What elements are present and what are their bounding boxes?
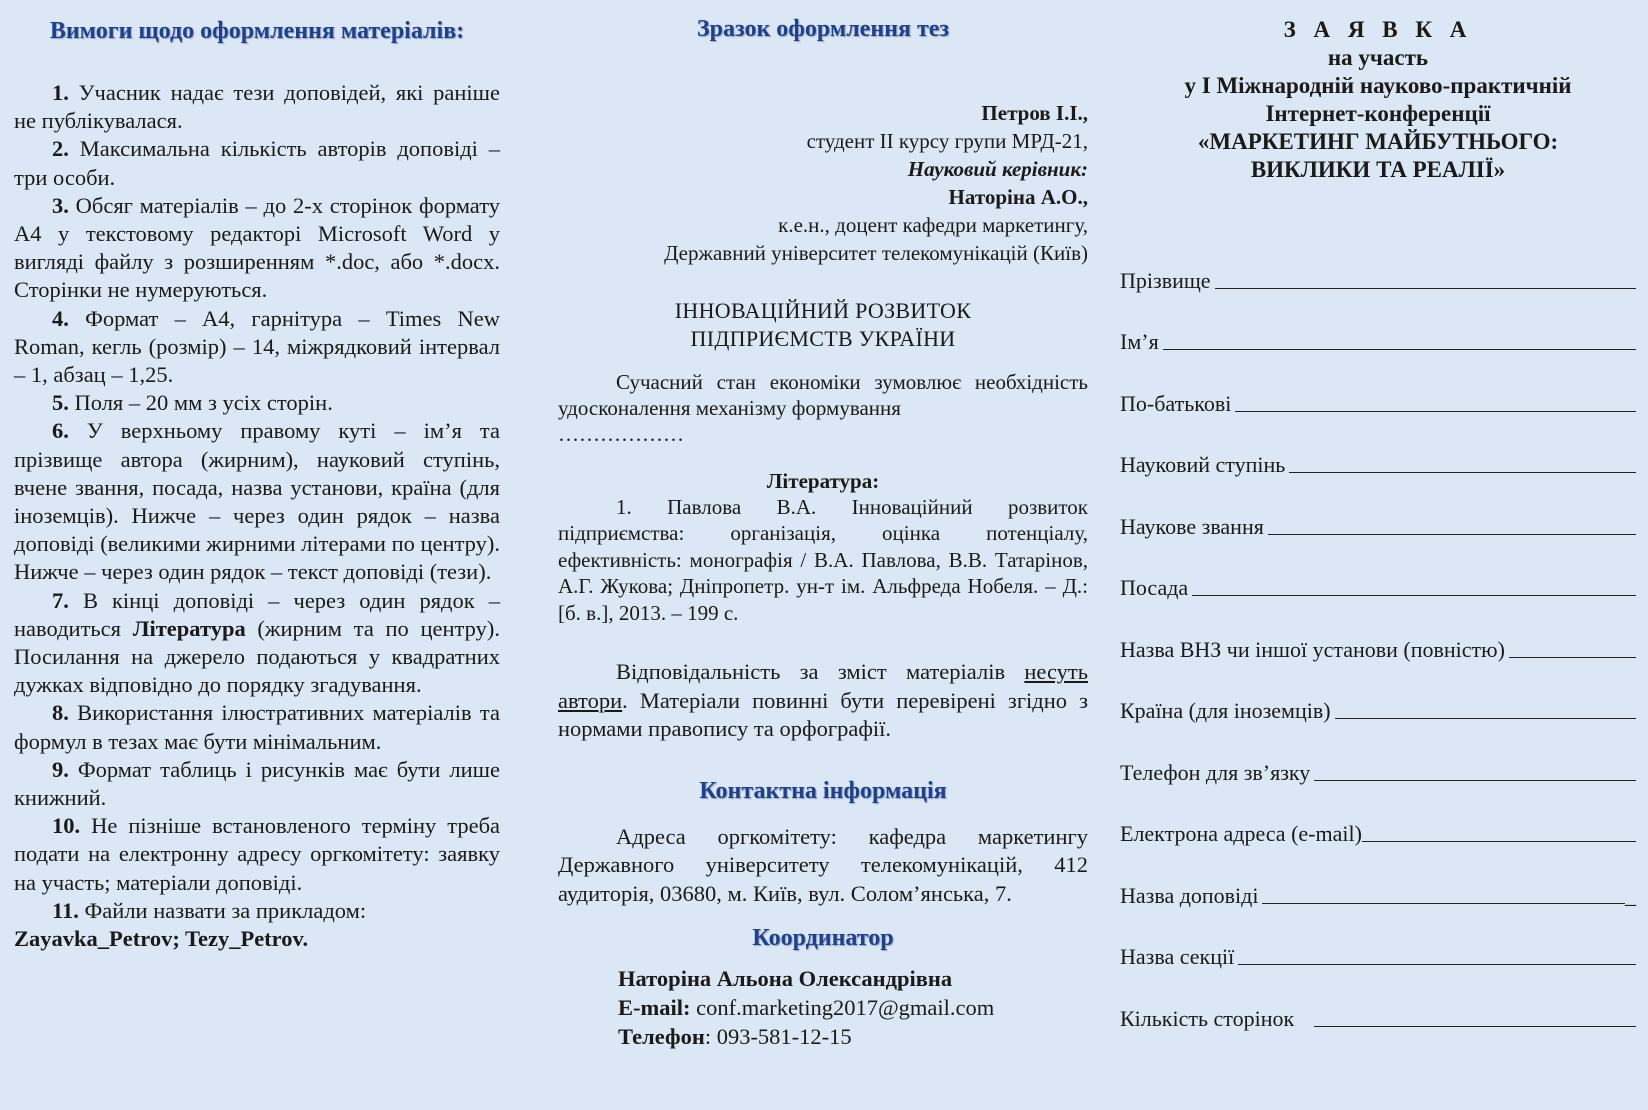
requirements-list — [14, 79, 500, 925]
fill-line[interactable] — [1509, 656, 1636, 658]
literature-title: Література: — [766, 469, 880, 493]
fill-line[interactable] — [1262, 902, 1625, 904]
paper-title: ІННОВАЦІЙНИЙ РОЗВИТОК ПІДПРИЄМСТВ УКРАЇНИ — [674, 298, 972, 351]
requirements-column — [14, 0, 500, 953]
sample-title: Зразок оформлення тез — [696, 16, 950, 42]
fill-line[interactable] — [1314, 1025, 1636, 1027]
application-title: З А Я В К А на участь у І Міжнародній науково-практичній Інтернет-конференції «МАРКЕТИНГ МАЙБУТНЬОГО: ВИКЛИКИ ТА РЕАЛІЇ» — [1184, 17, 1572, 182]
fill-line[interactable] — [1238, 963, 1636, 965]
list-item: 10. Не пізніше встановленого терміну треба подати на електронну адресу оргкомітету: заявку на участь; матеріали доповіді. — [14, 813, 501, 895]
coordinator-title: Координатор — [752, 924, 894, 951]
email-link[interactable]: conf.marketing2017@gmail.com — [690, 994, 995, 1020]
application-column — [1120, 0, 1636, 1036]
form-row-surname: Прізвище — [1120, 236, 1636, 298]
supervisor-label: Науковий керівник: — [907, 157, 1088, 181]
sample-body: Сучасний стан економіки зумовлює необхідність удосконалення механізму формування — [558, 370, 1088, 420]
fill-line[interactable] — [1268, 533, 1636, 535]
requirements-title: Вимоги щодо оформлення матеріалів: — [49, 18, 465, 44]
form-row-title: Наукове звання — [1120, 482, 1636, 544]
form-row-patronymic: По-батькові — [1120, 359, 1636, 421]
fill-line[interactable] — [1335, 717, 1636, 719]
contact-title: Контактна інформація — [699, 777, 947, 804]
sample-dots: ……………… — [558, 422, 684, 446]
coordinator-phone: Телефон: 093-581-12-15 — [618, 1023, 852, 1049]
list-item: 5. Поля – 20 мм з усіх сторін. — [52, 390, 333, 416]
coordinator-email: E-mail: conf.marketing2017@gmail.com — [618, 994, 995, 1020]
form-row-phone: Телефон для зв’язку — [1120, 728, 1636, 790]
file-name-example: Zayavka_Petrov; Tezy_Petrov. — [14, 926, 309, 952]
list-item: 4. Формат – А4, гарнітура – Times New Roman, кегль (розмір) – 14, міжрядковий інтервал – 1, абзац – 1,25. — [14, 305, 500, 388]
supervisor-status: к.е.н., доцент кафедри маркетингу, — [778, 213, 1088, 237]
form-row-pages: Кількість сторінок — [1120, 974, 1636, 1036]
form-row-degree: Науковий ступінь — [1120, 421, 1636, 483]
institution: Державний університет телекомунікацій (Київ) — [664, 241, 1088, 265]
form-row-institution: Назва ВНЗ чи іншої установи (повністю) — [1120, 605, 1636, 667]
form-row-position: Посада — [1120, 544, 1636, 606]
sample-column — [558, 0, 1088, 1051]
list-item: 2. Максимальна кількість авторів доповіді – три особи. — [14, 136, 501, 190]
list-item: 11. Файли назвати за прикладом: — [52, 897, 367, 923]
form-row-country: Країна (для іноземців) — [1120, 667, 1636, 729]
list-item: 3. Обсяг матеріалів – до 2-х сторінок формату А4 у текстовому редакторі Microsoft Word у вигляді файлу з розширенням *.doc, або *.docx. Сторінки не нумеруються. — [14, 192, 501, 303]
author-block — [558, 99, 1088, 267]
author-name: Петров І.І., — [981, 101, 1088, 125]
form-row-email: Електрона адреса (e-mail) — [1120, 790, 1636, 852]
application-form — [1120, 236, 1636, 1036]
coordinator-block — [558, 964, 1088, 1051]
fill-line[interactable] — [1362, 840, 1636, 842]
form-row-report-title: Назва доповіді _ — [1120, 882, 1636, 908]
list-item: 1. Учасник надає тези доповідей, які раніше не публікувалася. — [14, 80, 500, 134]
fill-line[interactable] — [1192, 594, 1636, 596]
list-item: 7. В кінці доповіді – через один рядок – наводиться Література (жирним та по центру). Посилання на джерело подаються у квадратних дужках відповідно до порядку згадування. — [14, 587, 500, 698]
list-item: 9. Формат таблиць і рисунків має бути лише книжний. — [14, 756, 500, 811]
fill-line[interactable] — [1314, 779, 1636, 781]
fill-line[interactable] — [1235, 410, 1636, 412]
responsibility-note: Відповідальність за зміст матеріалів несуть автори. Матеріали повинні бути перевірені згідно з нормами правопису та орфографії. — [558, 659, 1088, 742]
literature-item: 1. Павлова В.А. Інноваційний розвиток підприємства: організація, оцінка потенціалу, ефективність: монографія / В.А. Павлова, В.В. Татарінов, А.Г. Жукова; Дніпропетр. ун-т ім. Альфреда Нобеля. – Д.: [б. в.], 2013. – 199 с. — [558, 495, 1088, 625]
form-row-section: Назва секції — [1120, 913, 1636, 975]
fill-line[interactable] — [1289, 471, 1636, 473]
author-status: студент ІІ курсу групи МРД-21, — [806, 129, 1088, 153]
list-item: 8. Використання ілюстративних матеріалів та формул в тезах має бути мінімальним. — [14, 700, 500, 754]
coordinator-name: Наторіна Альона Олександрівна — [618, 965, 953, 991]
fill-line[interactable] — [1163, 348, 1636, 350]
supervisor-name: Наторіна А.О., — [948, 185, 1088, 209]
form-row-name: Ім’я — [1120, 298, 1636, 360]
fill-line[interactable] — [1215, 287, 1636, 289]
contact-address: Адреса оргкомітету: кафедра маркетингу Державного університету телекомунікацій, 412 аудиторія, 03680, м. Київ, вул. Солом’янська, 7. — [558, 823, 1088, 907]
list-item: 6. У верхньому правому куті – ім’я та прізвище автора (жирним), науковий ступінь, вчене звання, посада, назва установи, країна (для іноземців). Нижче – через один рядок – назва доповіді (великими жирними літерами по центру). Нижче – через один рядок – текст доповіді (тези). — [14, 418, 501, 585]
